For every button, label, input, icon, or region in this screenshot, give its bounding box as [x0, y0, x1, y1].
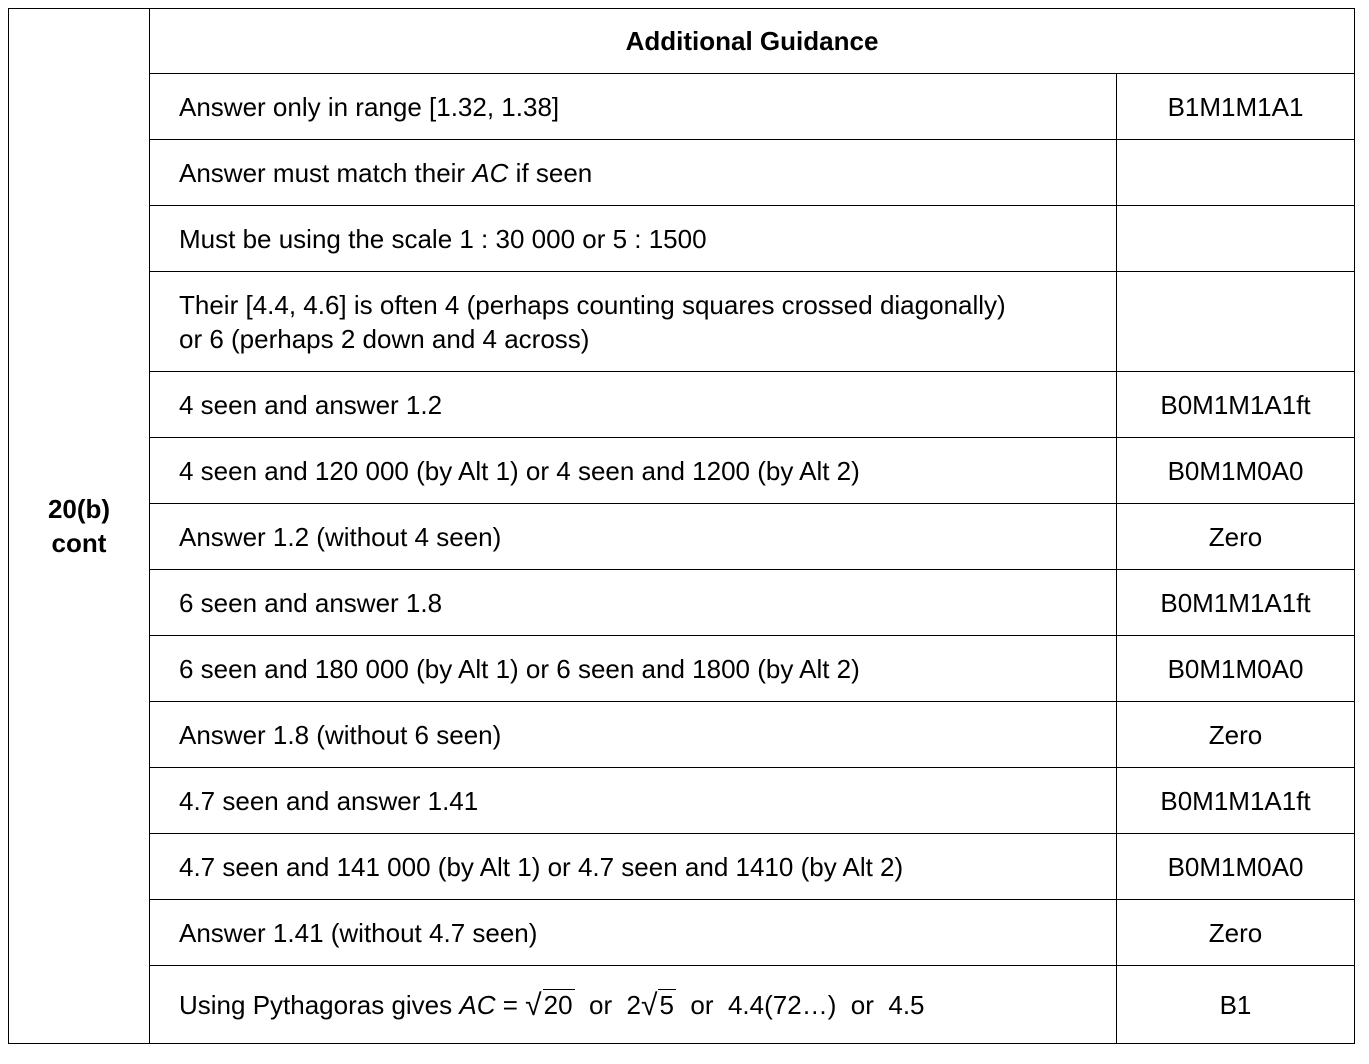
- table-row: [9, 206, 1355, 272]
- or-word: or: [574, 989, 627, 1020]
- guidance-text: 4.7 seen and answer 1.41: [150, 768, 1117, 834]
- mark-cell: B0M1M1A1ft: [1117, 768, 1355, 834]
- mark-cell: B0M1M1A1ft: [1117, 372, 1355, 438]
- guidance-text-italic: AC: [472, 157, 509, 188]
- or-word: or: [836, 989, 889, 1020]
- table-row: [9, 140, 1355, 206]
- guidance-text: Answer only in range [1.32, 1.38]: [150, 74, 1117, 140]
- equals-sign: =: [495, 989, 526, 1020]
- table-row: [9, 966, 1355, 1044]
- guidance-text: 6 seen and answer 1.8: [150, 570, 1117, 636]
- mark-cell: B0M1M0A0: [1117, 636, 1355, 702]
- table-row: [9, 438, 1355, 504]
- or-word: or: [675, 989, 728, 1020]
- decimal-value: 4.5: [888, 989, 925, 1020]
- table-row: [9, 74, 1355, 140]
- guidance-text-part: if seen: [508, 157, 593, 188]
- guidance-text-line: Their [4.4, 4.6] is often 4 (perhaps counting squares crossed diagonally): [179, 289, 1006, 320]
- guidance-text: 4 seen and 120 000 (by Alt 1) or 4 seen and 1200 (by Alt 2): [150, 438, 1117, 504]
- table-row: [9, 272, 1355, 372]
- mark-cell: Zero: [1117, 900, 1355, 966]
- table-row: [9, 900, 1355, 966]
- guidance-text-pythagoras: [150, 966, 1117, 1044]
- mark-cell: [1117, 140, 1355, 206]
- question-number-cell: [9, 9, 150, 1044]
- mark-cell: B0M1M0A0: [1117, 834, 1355, 900]
- mark-cell: [1117, 272, 1355, 372]
- guidance-text: 4 seen and answer 1.2: [150, 372, 1117, 438]
- table-row: [9, 768, 1355, 834]
- radicand: 5: [659, 989, 674, 1020]
- radical-sign-icon: √: [525, 988, 542, 1022]
- guidance-header: Additional Guidance: [150, 9, 1355, 74]
- guidance-text-part: Answer must match their: [179, 157, 473, 188]
- radicand: 20: [543, 989, 573, 1020]
- table-row: [9, 636, 1355, 702]
- guidance-text-part: Using Pythagoras gives: [179, 989, 460, 1020]
- guidance-text-line: or 6 (perhaps 2 down and 4 across): [179, 323, 590, 354]
- header-row: [9, 9, 1355, 74]
- guidance-text: Answer 1.8 (without 6 seen): [150, 702, 1117, 768]
- guidance-text-italic: AC: [459, 989, 496, 1020]
- guidance-text: 6 seen and 180 000 (by Alt 1) or 6 seen and 1800 (by Alt 2): [150, 636, 1117, 702]
- guidance-text: Answer 1.2 (without 4 seen): [150, 504, 1117, 570]
- mark-cell: Zero: [1117, 504, 1355, 570]
- table-row: [9, 702, 1355, 768]
- guidance-text: Must be using the scale 1 : 30 000 or 5 : 1500: [150, 206, 1117, 272]
- table-row: [9, 504, 1355, 570]
- mark-cell: B0M1M1A1ft: [1117, 570, 1355, 636]
- square-root-5: [641, 988, 676, 1022]
- guidance-text: [150, 272, 1117, 372]
- decimal-value: 4.4(72…): [727, 989, 837, 1020]
- mark-cell: B0M1M0A0: [1117, 438, 1355, 504]
- table-row: [9, 570, 1355, 636]
- table-row: [9, 372, 1355, 438]
- guidance-text: 4.7 seen and 141 000 (by Alt 1) or 4.7 seen and 1410 (by Alt 2): [150, 834, 1117, 900]
- mark-cell: [1117, 206, 1355, 272]
- mark-cell: B1: [1117, 966, 1355, 1044]
- additional-guidance-table: [8, 8, 1355, 1044]
- table-row: [9, 834, 1355, 900]
- question-cont: cont: [51, 528, 107, 558]
- radical-sign-icon: √: [641, 988, 658, 1022]
- question-number: 20(b): [47, 494, 111, 524]
- guidance-text: Answer 1.41 (without 4.7 seen): [150, 900, 1117, 966]
- coefficient: 2: [626, 989, 642, 1020]
- square-root-20: [525, 988, 574, 1022]
- mark-cell: B1M1M1A1: [1117, 74, 1355, 140]
- mark-cell: Zero: [1117, 702, 1355, 768]
- guidance-text: [150, 140, 1117, 206]
